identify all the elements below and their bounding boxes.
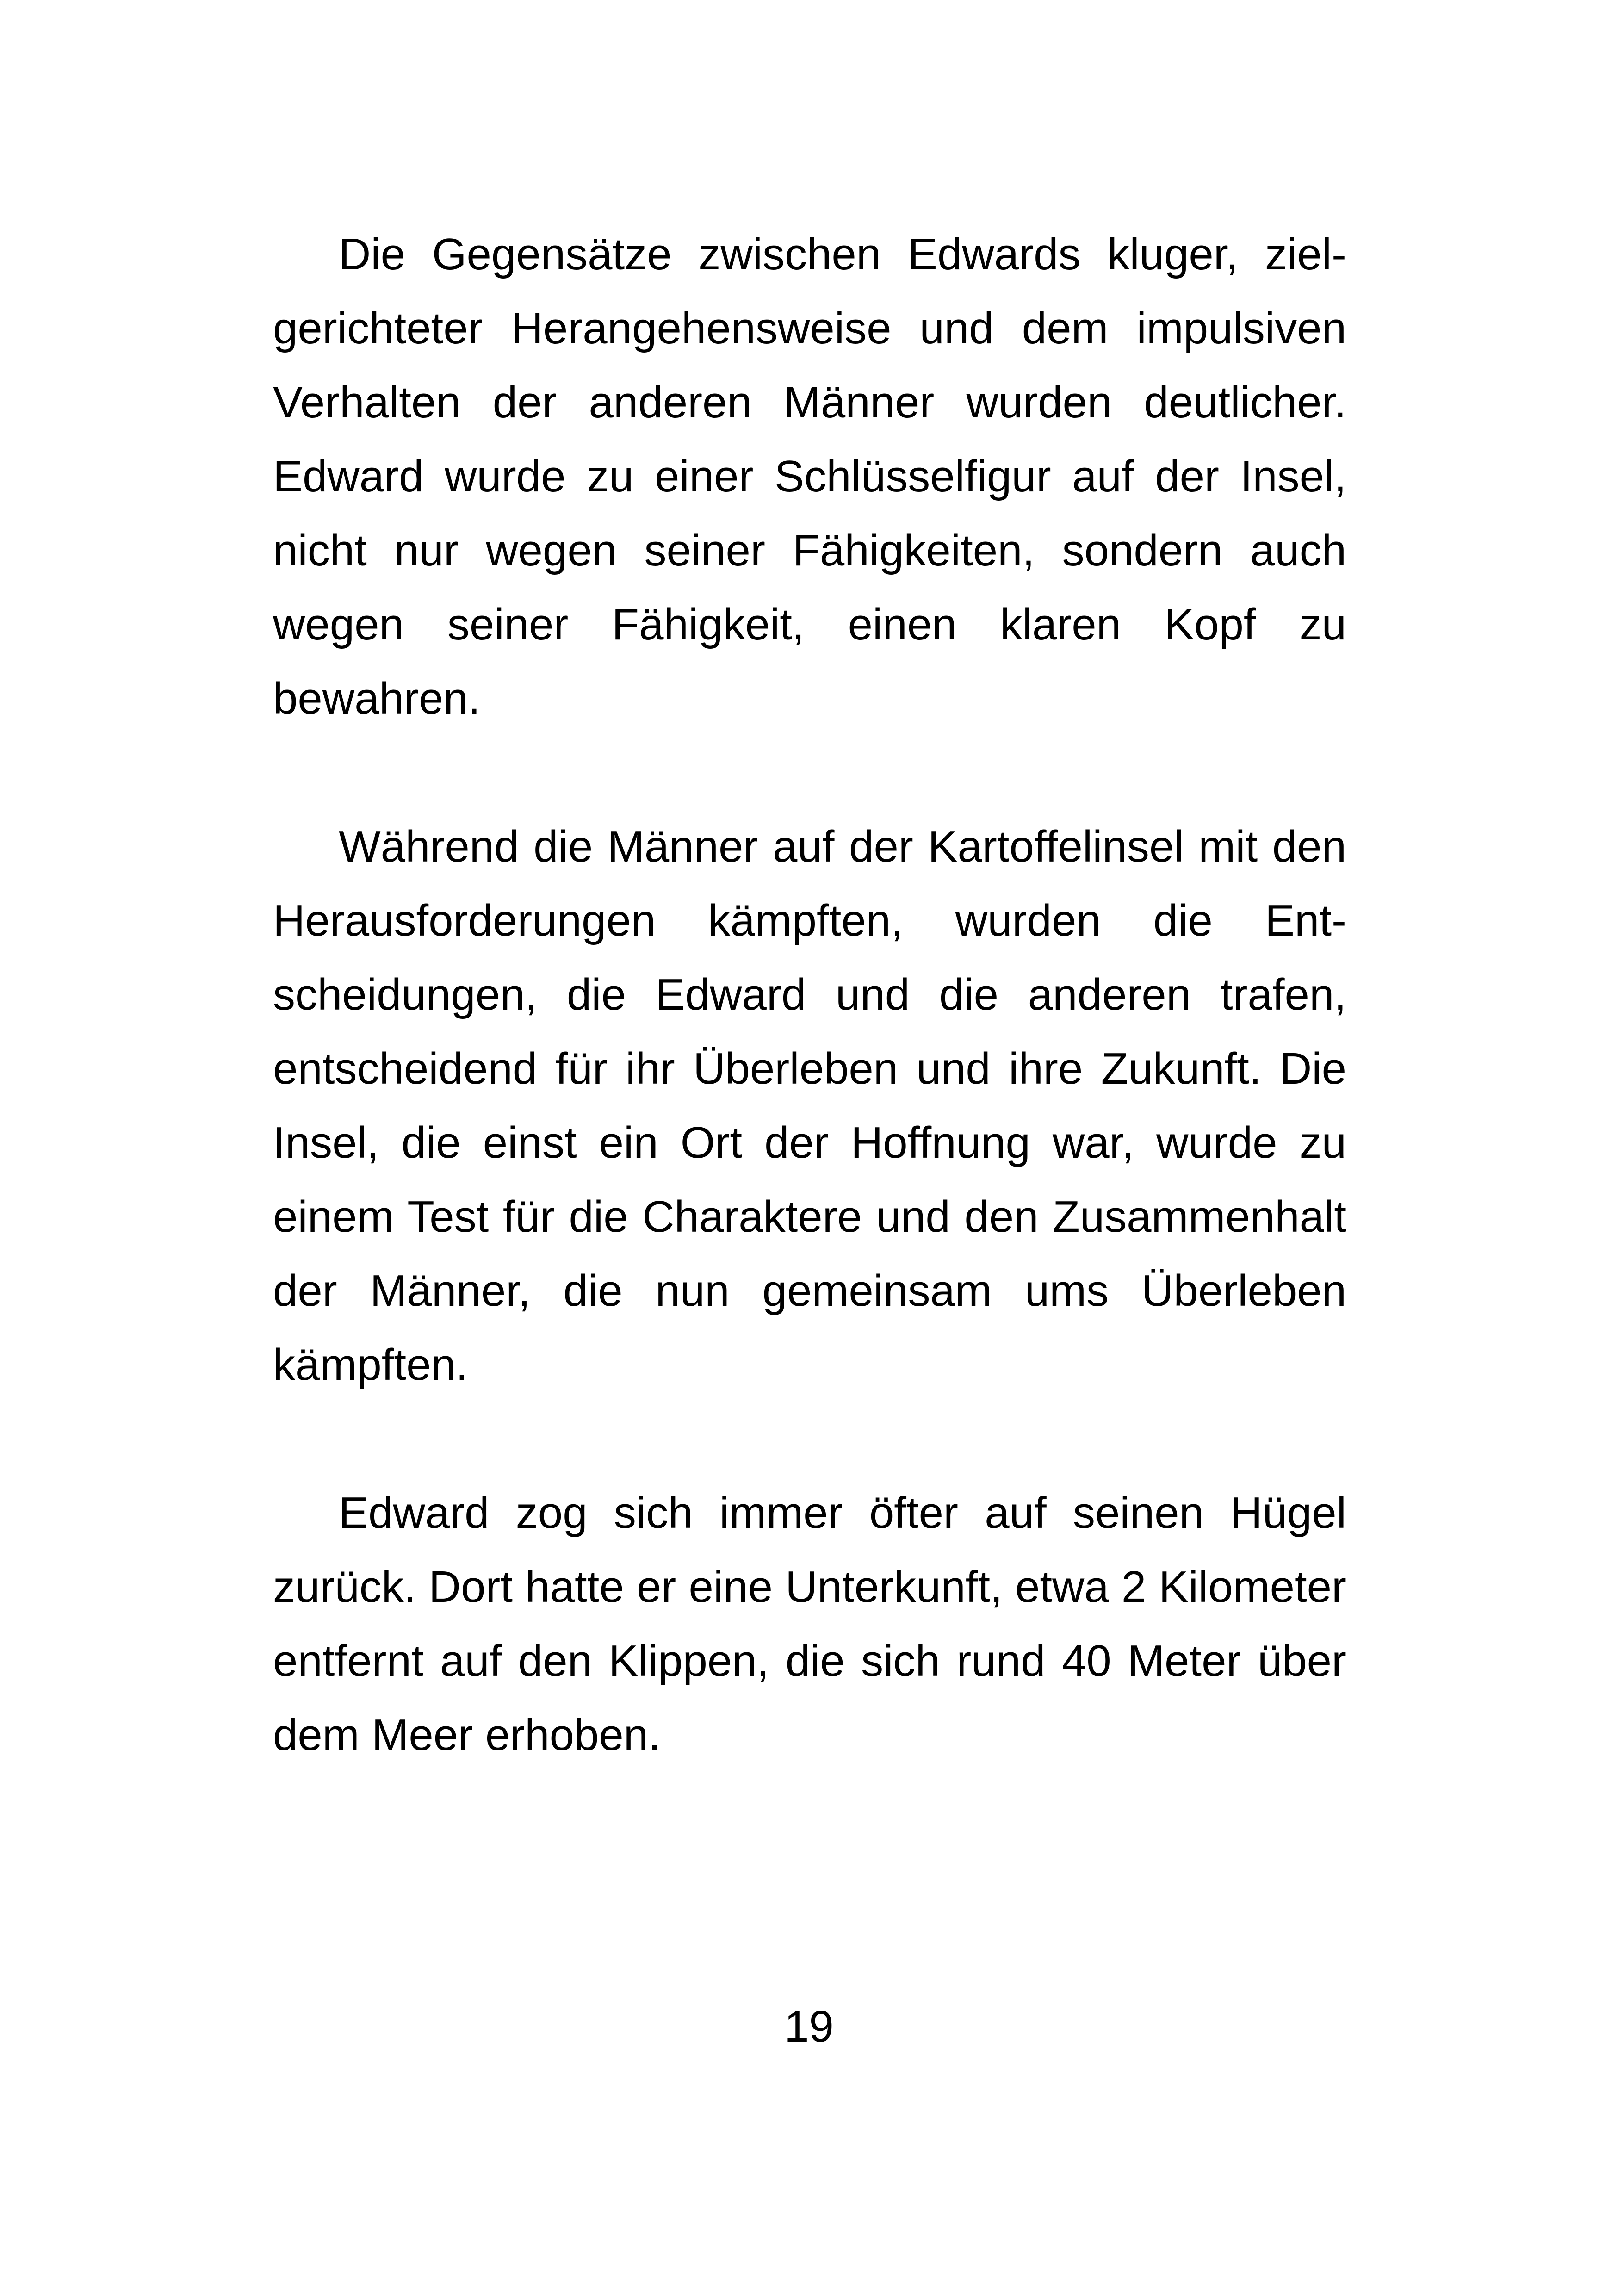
paragraph-3: Edward zog sich immer öfter auf seinen Hügel zurück. Dort hatte er eine Unterkunft, etwa 2 Kilometer entfernt auf den Klippen, die sich rund 40 Meter über dem Meer erhoben. [273,1488,1346,1760]
paragraph-2: Während die Männer auf der Kartoffelinsel mit den Herausforderungen kämpften, wurden die Entscheidungen, die Edward und die anderen trafen, entscheidend für ihr Überleben und ihre Zukunft. Die Insel, die einst ein Ort der Hoffnung war, wurde zu einem Test für die Charaktere und den Zusammenhalt der Männer, die nun gemeinsam ums Überleben kämpften. [273,822,1346,1390]
page-number: 19 [784,2002,834,2051]
body-text [273,217,1346,1772]
paragraph-1: Die Gegensätze zwischen Edwards kluger, zielgerichteter Herangehensweise und dem impulsiven Verhalten der anderen Männer wurden deutlicher. Edward wurde zu einer Schlüsselfigur auf der Insel, nicht nur wegen seiner Fähigkeiten, sondern auch wegen seiner Fähigkeit, einen klaren Kopf zu bewahren. [273,230,1346,723]
